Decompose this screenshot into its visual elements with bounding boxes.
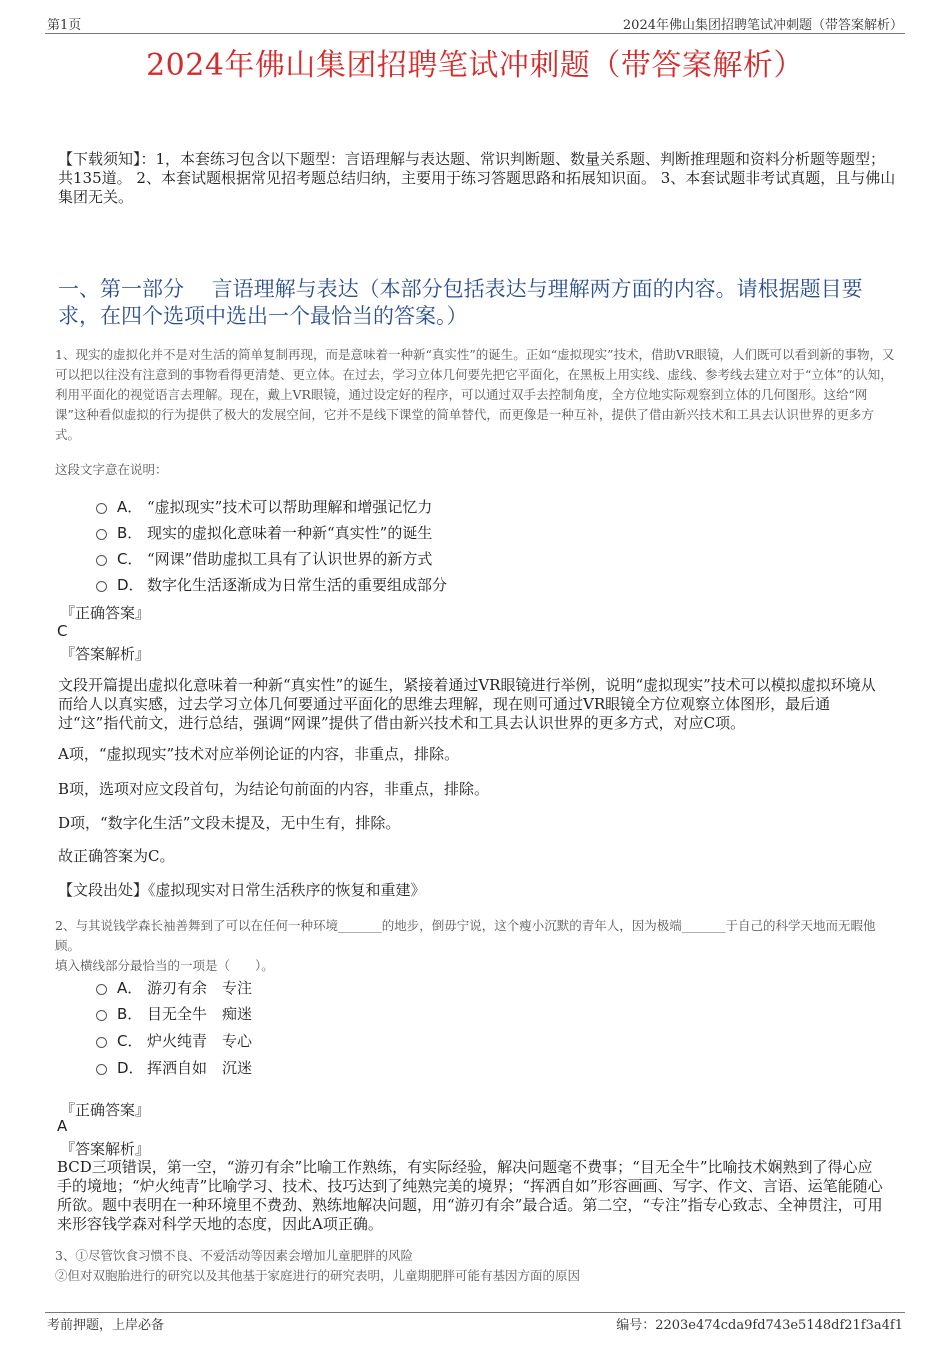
radio-icon[interactable] xyxy=(96,1037,107,1048)
radio-icon[interactable] xyxy=(96,984,107,995)
q1-passage: 1、现实的虚拟化并不是对生活的简单复制再现，而是意味着一种新“真实性”的诞生。正如“虚拟现实”技术，借助VR眼镜，人们既可以看到新的事物，又可以把以往没有注意到的事物看得更清楚、更立体。在过去，学习立体几何要先把它平面化，在黑板上用实线、虚线、参考线去建立对于“立体”的认知，利用平面化的视觉语言去理解。现在，戴上VR眼镜，通过设定好的程序，可以通过双手去控制角度，全方位地实际观察到立体的几何图形。这给“网课”这种看似虚拟的行为提供了极大的发展空间，它并不是线下课堂的简单替代，而更像是一种互补，提供了借由新兴技术和工具去认识世界的更多方式。 xyxy=(55,347,895,442)
footer-slogan: 考前押题，上岸必备 xyxy=(47,1318,165,1333)
q1-option-b[interactable]: B． 现实的虚拟化意味着一种新“真实性”的诞生 xyxy=(96,522,432,542)
radio-icon[interactable] xyxy=(96,555,107,566)
radio-icon[interactable] xyxy=(96,581,107,592)
radio-icon[interactable] xyxy=(96,503,107,514)
q1-analysis-b: B项，选项对应文段首句，为结论句前面的内容，非重点，排除。 xyxy=(58,780,490,798)
q2-prompt: 填入横线部分最恰当的一项是（ ）。 xyxy=(55,958,274,973)
q3-line-2: ②但对双胞胎进行的研究以及其他基于家庭进行的研究表明，儿童期肥胖可能有基因方面的原因 xyxy=(55,1268,581,1283)
q2-passage: 2、与其说钱学森长袖善舞到了可以在任何一种环境_______的地步，倒毋宁说，这个瘦小沉默的青年人，因为极端_______于自己的科学天地而无暇他顾。 xyxy=(55,918,876,953)
download-notice: 【下载须知】：1，本套练习包含以下题型：言语理解与表达题、常识判断题、数量关系题、判断推理题和资料分析题等题型；共135道。 2、本套试题根据常见招考题总结归纳，主要用于练习答题思路和拓展知识面。 3、本套试题非考试真题，且与佛山集团无关。 xyxy=(58,150,896,206)
q1-analysis: 文段开篇提出虚拟化意味着一种新“真实性”的诞生，紧接着通过VR眼镜进行举例，说明“虚拟现实”技术可以模拟虚拟环境从而给人以真实感，过去学习立体几何要通过平面化的思维去理解，现在则可通过VR眼镜全方位观察立体图形，最后通过“这”指代前文，进行总结，强调“网课”提供了借由新兴技术和工具去认识世界的更多方式，对应C项。 xyxy=(58,676,876,732)
q2-answer-heading: 『正确答案』 xyxy=(60,1101,151,1119)
radio-icon[interactable] xyxy=(96,1064,107,1075)
radio-icon[interactable] xyxy=(96,529,107,540)
q1-option-a[interactable]: A． “虚拟现实”技术可以帮助理解和增强记忆力 xyxy=(96,496,432,516)
section-title: 一、第一部分 言语理解与表达（本部分包括表达与理解两方面的内容。请根据题目要求，在四个选项中选出一个最恰当的答案。） xyxy=(58,277,863,328)
q1-answer-heading: 『正确答案』 xyxy=(60,604,151,622)
q2-analysis-heading: 『答案解析』 xyxy=(60,1140,151,1158)
q2-option-b[interactable]: B． 目无全牛 痴迷 xyxy=(96,1003,252,1023)
q1-answer: C xyxy=(57,622,68,640)
q1-source: 【文段出处】《虚拟现实对日常生活秩序的恢复和重建》 xyxy=(58,881,426,899)
header-doc-title: 2024年佛山集团招聘笔试冲刺题（带答案解析） xyxy=(622,18,903,33)
header-divider xyxy=(45,33,905,34)
q3-line-1: 3、①尽管饮食习惯不良、不爱活动等因素会增加儿童肥胖的风险 xyxy=(55,1248,413,1263)
q1-option-c[interactable]: C． “网课”借助虚拟工具有了认识世界的新方式 xyxy=(96,548,432,568)
q2-option-d[interactable]: D． 挥洒自如 沉迷 xyxy=(96,1057,252,1077)
document-title: 2024年佛山集团招聘笔试冲刺题（带答案解析） xyxy=(146,48,804,83)
q2-analysis: BCD三项错误，第一空，“游刃有余”比喻工作熟练，有实际经验，解决问题毫不费事；“目无全牛”比喻技术娴熟到了得心应手的境地；“炉火纯青”比喻学习、技术、技巧达到了纯熟完美的境界；“挥洒自如”形容画画、写字、作文、言语、运笔能随心所欲。题中表明在一种环境里不费劲、熟练地解决问题，用“游刃有余”最合适。第二空，“专注”指专心致志、全神贯注，可用来形容钱学森对科学天地的态度，因此A项正确。 xyxy=(57,1158,883,1233)
radio-icon[interactable] xyxy=(96,1010,107,1021)
footer-divider xyxy=(45,1312,905,1313)
q1-analysis-a: A项，“虚拟现实”技术对应举例论证的内容，非重点，排除。 xyxy=(58,745,460,763)
page-number: 第1页 xyxy=(47,18,82,33)
q1-analysis-d: D项，“数字化生活”文段未提及，无中生有，排除。 xyxy=(58,814,401,832)
q1-option-d[interactable]: D． 数字化生活逐渐成为日常生活的重要组成部分 xyxy=(96,574,447,594)
q1-prompt: 这段文字意在说明： xyxy=(55,462,168,477)
q1-conclusion: 故正确答案为C。 xyxy=(58,847,175,865)
q2-answer: A xyxy=(57,1117,68,1135)
q2-option-a[interactable]: A． 游刃有余 专注 xyxy=(96,977,252,997)
q1-analysis-heading: 『答案解析』 xyxy=(60,645,151,663)
q2-option-c[interactable]: C． 炉火纯青 专心 xyxy=(96,1030,252,1050)
footer-serial: 编号：2203e474cda9fd743e5148df21f3a4f1 xyxy=(616,1318,903,1333)
